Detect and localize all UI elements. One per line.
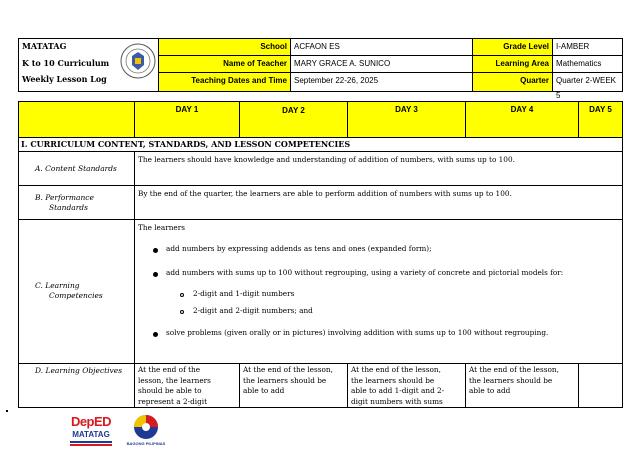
- objectives-day-5: [578, 363, 623, 408]
- objectives-day-1-line: lesson, the learners: [138, 375, 211, 385]
- sub-bullet-icon: [180, 310, 184, 314]
- performance-standards-label-cell: [18, 185, 135, 220]
- day-2-header: DAY 2: [239, 101, 348, 138]
- day-1-header: DAY 1: [134, 101, 240, 138]
- objectives-day-4-line: the learners should be: [469, 375, 553, 385]
- school-value: ACFAON ES: [290, 38, 473, 56]
- competency-1: add numbers by expressing addends as tens and ones (expanded form);: [166, 244, 432, 253]
- objectives-day-4: [465, 363, 579, 408]
- bullet-icon: [153, 272, 158, 277]
- objectives-day-3-line: able to add 1-digit and 2-: [351, 386, 445, 395]
- header-left-box: [18, 38, 159, 92]
- objectives-day-1-line: At the end of the: [138, 365, 201, 374]
- bagong-pilipinas-emblem: [132, 414, 160, 440]
- matatag-logo-stripe: [70, 441, 112, 443]
- school-label: School: [158, 38, 291, 56]
- sub-bullet-icon: [180, 293, 184, 297]
- objectives-day-1: [134, 363, 240, 408]
- bullet-icon: [153, 248, 158, 253]
- content-standards-label: A. Content Standards: [35, 164, 117, 173]
- page-dot: [6, 410, 8, 412]
- performance-standards-label-2: Standards: [49, 203, 88, 212]
- header-title-curriculum: K to 10 Curriculum: [22, 58, 110, 68]
- objectives-label: D. Learning Objectives: [35, 366, 123, 375]
- day-5-header: DAY 5: [578, 101, 623, 138]
- objectives-day-2-line: able to add: [243, 386, 285, 395]
- section-1-title: I. CURRICULUM CONTENT, STANDARDS, AND LESSON COMPETENCIES: [18, 137, 623, 152]
- deped-matatag-logo: [66, 414, 116, 448]
- bagong-pilipinas-text: BAGONG PILIPINAS: [126, 441, 166, 446]
- bullet-icon: [153, 332, 158, 337]
- grade-level-value: I-AMBER: [552, 38, 623, 56]
- teacher-value: MARY GRACE A. SUNICO: [290, 55, 473, 73]
- objectives-day-2: [239, 363, 348, 408]
- objectives-day-3-line: At the end of the lesson,: [351, 365, 441, 374]
- deped-seal-logo: [120, 43, 156, 79]
- deped-logo-text: DepED: [70, 414, 112, 429]
- objectives-day-2-line: At the end of the lesson,: [243, 365, 333, 374]
- bagong-pilipinas-logo: [124, 414, 168, 448]
- grade-level-label: Grade Level: [472, 38, 553, 56]
- competency-3: solve problems (given orally or in pictures) involving addition with sums up to 100 without regrouping.: [166, 328, 549, 337]
- performance-standards-text: By the end of the quarter, the learners are able to perform addition of numbers with sums up to 100.: [134, 185, 623, 220]
- learning-area-value: Mathematics: [552, 55, 623, 73]
- objectives-day-3-line: the learners should be: [351, 375, 435, 385]
- competency-2-sub-2: 2-digit and 2-digit numbers; and: [193, 306, 313, 315]
- learning-area-label: Learning Area: [472, 55, 553, 73]
- content-standards-label-cell: [18, 151, 135, 186]
- competencies-label-1: C. Learning: [35, 281, 80, 290]
- performance-standards-label-1: B. Performance: [35, 193, 94, 202]
- matatag-logo-stripe: [70, 444, 112, 446]
- objectives-day-3-line: digit numbers with sums: [351, 396, 443, 406]
- objectives-label-cell: [18, 363, 135, 408]
- competencies-intro: The learners: [138, 223, 185, 232]
- objectives-day-1-line: represent a 2-digit: [138, 396, 208, 406]
- objectives-day-3: [347, 363, 466, 408]
- teaching-dates-label: Teaching Dates and Time: [158, 72, 291, 92]
- day-4-header: DAY 4: [465, 101, 579, 138]
- day-header-blank: [18, 101, 135, 138]
- quarter-label: Quarter: [472, 72, 553, 92]
- matatag-logo-text: MATATAG: [72, 430, 110, 439]
- competency-2-sub-1: 2-digit and 1-digit numbers: [193, 289, 295, 298]
- objectives-day-4-line: able to add: [469, 386, 511, 395]
- objectives-day-4-line: At the end of the lesson,: [469, 365, 559, 374]
- objectives-day-2-line: the learners should be: [243, 375, 327, 385]
- competencies-label-cell: [18, 219, 135, 364]
- objectives-day-1-line: should be able to: [138, 386, 202, 395]
- teaching-dates-value: September 22-26, 2025: [290, 72, 473, 92]
- header-title-lesson-log: Weekly Lesson Log: [22, 74, 107, 84]
- teacher-label: Name of Teacher: [158, 55, 291, 73]
- content-standards-text: The learners should have knowledge and understanding of addition of numbers, with sums up to 100.: [134, 151, 623, 186]
- competencies-content: [134, 219, 623, 364]
- competencies-label-2: Competencies: [49, 291, 103, 300]
- day-3-header: DAY 3: [347, 101, 466, 138]
- quarter-value: Quarter 2-WEEK 5: [552, 72, 623, 92]
- header-title-matatag: MATATAG: [22, 41, 67, 51]
- competency-2: add numbers with sums up to 100 without regrouping, using a variety of concrete and pictorial models for:: [166, 268, 564, 277]
